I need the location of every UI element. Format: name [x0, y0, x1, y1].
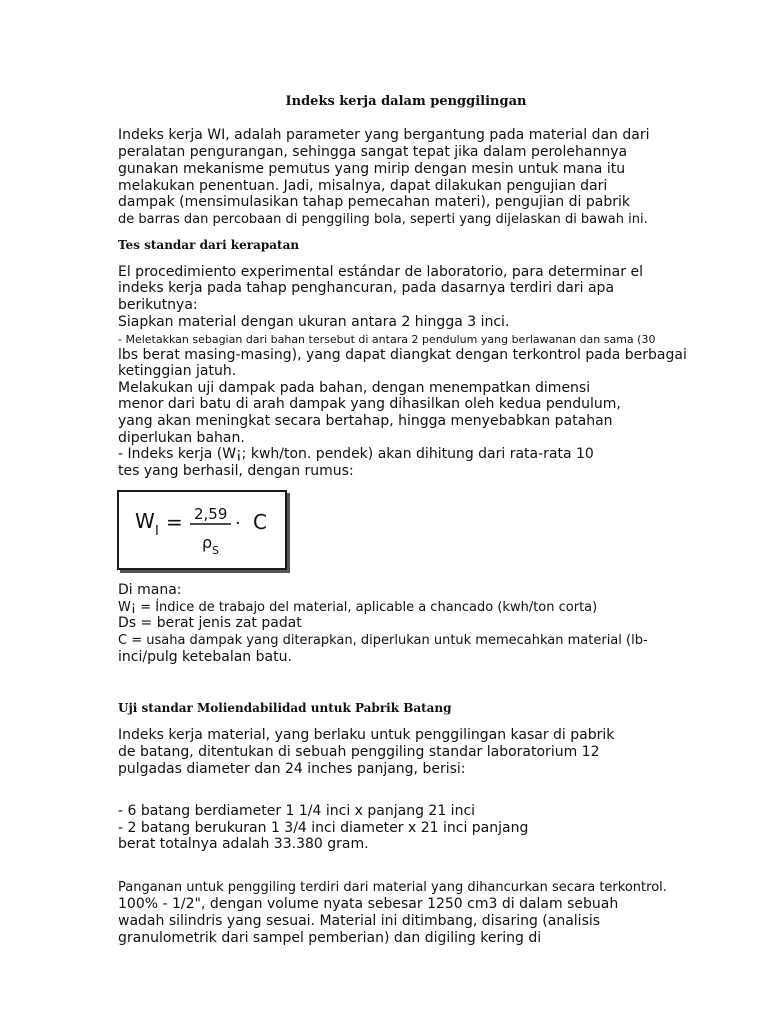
paragraph-line: Melakukan uji dampak pada bahan, dengan menempatkan dimensi	[118, 380, 591, 396]
formula-numerator: 2,59	[194, 505, 228, 523]
paragraph-line: tes yang berhasil, dengan rumus:	[118, 463, 354, 479]
paragraph-line: peralatan pengurangan, sehingga sangat tepat jika dalam perolehannya	[118, 144, 628, 160]
page-title: Indeks kerja dalam penggilingan	[285, 94, 527, 109]
paragraph-line: lbs berat masing-masing), yang dapat diangkat dengan terkontrol pada berbagai	[118, 347, 687, 363]
paragraph-line: gunakan mekanisme pemutus yang mirip dengan mesin untuk mana itu	[118, 161, 626, 177]
formula-rhs: C	[253, 510, 267, 534]
paragraph-line: indeks kerja pada tahap penghancuran, pada dasarnya terdiri dari apa	[118, 280, 615, 296]
paragraph-line: Panganan untuk penggiling terdiri dari material yang dihancurkan secara terkontrol.	[118, 880, 667, 895]
list-item: - 6 batang berdiameter 1 1/4 inci x panjang 21 inci	[118, 803, 476, 819]
paragraph-line: Indeks kerja material, yang berlaku untuk penggilingan kasar di pabrik	[118, 727, 615, 743]
formula-denominator: ρ	[202, 533, 213, 552]
paragraph-line: berikutnya:	[118, 297, 198, 313]
paragraph-line: diperlukan bahan.	[118, 430, 245, 446]
paragraph-line: C = usaha dampak yang diterapkan, diperlukan untuk memecahkan material (lb-	[118, 633, 648, 648]
paragraph-line: granulometrik dari sampel pemberian) dan digiling kering di	[118, 930, 542, 946]
paragraph-line: 100% - 1/2", dengan volume nyata sebesar 1250 cm3 di dalam sebuah	[118, 896, 619, 912]
paragraph-line: yang akan meningkat secara bertahap, hingga menyebabkan patahan	[118, 413, 613, 429]
paragraph-line: inci/pulg ketebalan batu.	[118, 649, 292, 665]
paragraph-line: de batang, ditentukan di sebuah penggiling standar laboratorium 12	[118, 744, 600, 760]
list-item: - 2 batang berukuran 1 3/4 inci diameter x 21 inci panjang	[118, 820, 529, 836]
paragraph-line: Di mana:	[118, 582, 182, 598]
section-heading: Tes standar dari kerapatan	[118, 238, 300, 252]
formula-image	[117, 490, 287, 570]
formula-lhs: W	[135, 509, 155, 533]
paragraph-line: de barras dan percobaan di penggiling bola, seperti yang dijelaskan di bawah ini.	[118, 212, 648, 227]
paragraph-line: berat totalnya adalah 33.380 gram.	[118, 836, 369, 852]
paragraph-line: - Meletakkan sebagian dari bahan tersebut di antara 2 pendulum yang berlawanan dan sama (30	[118, 333, 656, 346]
formula-denominator-subscript: S	[212, 544, 219, 557]
paragraph-line: Indeks kerja WI, adalah parameter yang bergantung pada material dan dari	[118, 127, 650, 143]
formula-equals: =	[166, 510, 183, 534]
paragraph-line: Ds = berat jenis zat padat	[118, 615, 302, 631]
paragraph-line: pulgadas diameter dan 24 inches panjang, berisi:	[118, 761, 466, 777]
paragraph-line: El procedimiento experimental estándar de laboratorio, para determinar el	[118, 264, 643, 280]
paragraph-line: wadah silindris yang sesuai. Material ini ditimbang, disaring (analisis	[118, 913, 601, 929]
formula-lhs-subscript: I	[155, 524, 159, 539]
paragraph-line: Siapkan material dengan ukuran antara 2 hingga 3 inci.	[118, 314, 510, 330]
paragraph-line: ketinggian jatuh.	[118, 363, 237, 379]
paragraph-line: menor dari batu di arah dampak yang dihasilkan oleh kedua pendulum,	[118, 396, 621, 412]
paragraph-line: - Indeks kerja (W¡; kwh/ton. pendek) akan dihitung dari rata-rata 10	[118, 446, 594, 462]
formula-multiply-dot: ·	[235, 513, 241, 534]
paragraph-line: W¡ = Índice de trabajo del material, aplicable a chancado (kwh/ton corta)	[118, 600, 598, 615]
paragraph-line: dampak (mensimulasikan tahap pemecahan materi), pengujian di pabrik	[118, 194, 630, 210]
paragraph-line: melakukan penentuan. Jadi, misalnya, dapat dilakukan pengujian dari	[118, 178, 608, 194]
section-heading: Uji standar Moliendabilidad untuk Pabrik Batang	[118, 701, 452, 715]
